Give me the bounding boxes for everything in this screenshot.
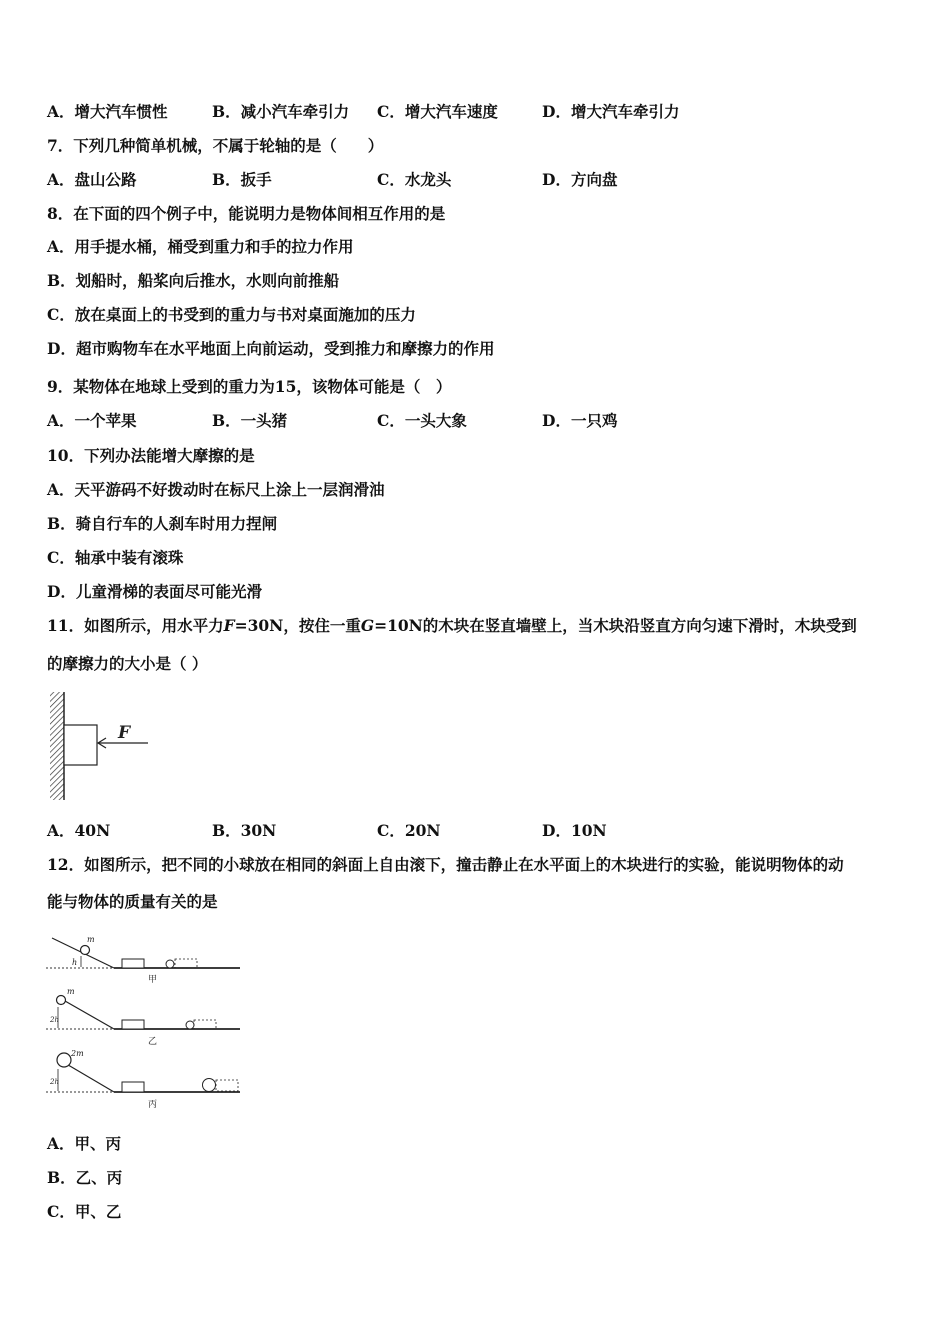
block-moved <box>216 1080 238 1091</box>
q10-option-c[interactable]: C．轴承中装有滚珠 <box>47 548 184 567</box>
q10-option-b[interactable]: B．骑自行车的人刹车时用力捏闸 <box>47 514 278 533</box>
height-label: 2h <box>50 1078 59 1086</box>
q10-option-a[interactable]: A．天平游码不好拨动时在标尺上涂上一层润滑油 <box>47 480 385 499</box>
q11-stem-weight-symbol: G <box>360 616 375 635</box>
q11-figure <box>44 690 154 802</box>
q8-option-a[interactable]: A．用手提水桶，桶受到重力和手的拉力作用 <box>47 237 354 256</box>
q11-stem-force-symbol: F <box>223 616 235 635</box>
q11-stem-line2: 的摩擦力的大小是（ ） <box>47 654 208 673</box>
q7-stem: 7．下列几种简单机械，不属于轮轴的是（ ） <box>47 136 384 155</box>
ball-after <box>166 960 174 968</box>
q12-figure-svg <box>44 932 244 1112</box>
block <box>122 959 144 968</box>
q9-option-a[interactable]: A．一个苹果 <box>47 411 137 430</box>
q9-option-b[interactable]: B．一头猪 <box>212 411 288 430</box>
q9-option-c[interactable]: C．一头大象 <box>377 411 467 430</box>
block-moved <box>194 1020 216 1029</box>
panel-yi <box>46 987 240 1047</box>
q10-option-d[interactable]: D．儿童滑梯的表面尽可能光滑 <box>47 582 262 601</box>
wooden-block <box>64 725 97 765</box>
panel-caption: 甲 <box>148 975 158 985</box>
q7-option-c[interactable]: C．水龙头 <box>377 170 452 189</box>
ball <box>81 946 90 955</box>
ball-mass-label: m <box>67 987 75 996</box>
q9-stem: 9．某物体在地球上受到的重力为15，该物体可能是（ ） <box>47 377 452 396</box>
block <box>122 1082 144 1092</box>
height-label: h <box>72 958 78 967</box>
q11-stem-part2: =30N，按住一重 <box>234 616 361 635</box>
q11-stem <box>47 616 857 636</box>
q6-option-a[interactable]: A．增大汽车惯性 <box>47 102 168 121</box>
q7-option-d[interactable]: D．方向盘 <box>542 170 618 189</box>
ball-after <box>186 1021 194 1029</box>
q12-option-b[interactable]: B．乙、丙 <box>47 1168 123 1187</box>
q8-option-d[interactable]: D．超市购物车在水平地面上向前运动，受到推力和摩擦力的作用 <box>47 339 495 358</box>
q10-stem: 10．下列办法能增大摩擦的是 <box>47 446 255 465</box>
q6-option-b[interactable]: B．减小汽车牵引力 <box>212 102 350 121</box>
q7-option-a[interactable]: A．盘山公路 <box>47 170 137 189</box>
force-label: F <box>118 723 131 743</box>
q9-option-d[interactable]: D．一只鸡 <box>542 411 618 430</box>
q12-stem-line2: 能与物体的质量有关的是 <box>47 892 218 911</box>
ball <box>57 996 66 1005</box>
q8-stem: 8．在下面的四个例子中，能说明力是物体间相互作用的是 <box>47 204 446 223</box>
q12-option-a[interactable]: A．甲、丙 <box>47 1134 122 1153</box>
height-label: 2h <box>50 1016 59 1024</box>
q6-option-d[interactable]: D．增大汽车牵引力 <box>542 102 680 121</box>
q12-figure <box>44 932 244 1112</box>
ball <box>57 1053 71 1067</box>
q11-stem-part3: =10N的木块在竖直墙壁上，当木块沿竖直方向匀速下滑时，木块受到 <box>374 616 857 635</box>
q11-option-c[interactable]: C．20N <box>377 821 441 840</box>
block <box>122 1020 144 1029</box>
ball-after <box>203 1079 216 1092</box>
q11-stem-part1: 11．如图所示，用水平力 <box>47 616 224 635</box>
q11-figure-svg <box>44 690 154 802</box>
ball-mass-label: m <box>87 935 95 944</box>
panel-jia <box>46 935 240 985</box>
wall-hatching <box>50 692 64 800</box>
panel-caption: 乙 <box>148 1037 158 1047</box>
q11-option-b[interactable]: B．30N <box>212 821 277 840</box>
q7-option-b[interactable]: B．扳手 <box>212 170 272 189</box>
q8-option-c[interactable]: C．放在桌面上的书受到的重力与书对桌面施加的压力 <box>47 305 416 324</box>
q12-stem-line1: 12．如图所示，把不同的小球放在相同的斜面上自由滚下，撞击静止在水平面上的木块进行的实验，能说明物体的动 <box>47 855 844 874</box>
ball-mass-label: 2m <box>71 1049 84 1058</box>
block-moved <box>175 959 197 968</box>
q11-option-a[interactable]: A．40N <box>47 821 111 840</box>
panel-caption: 丙 <box>148 1100 158 1110</box>
panel-bing <box>46 1049 240 1110</box>
q8-option-b[interactable]: B．划船时，船桨向后推水，水则向前推船 <box>47 271 340 290</box>
q11-option-d[interactable]: D．10N <box>542 821 607 840</box>
incline <box>58 997 114 1029</box>
q6-option-c[interactable]: C．增大汽车速度 <box>377 102 498 121</box>
q12-option-c[interactable]: C．甲、乙 <box>47 1202 122 1221</box>
